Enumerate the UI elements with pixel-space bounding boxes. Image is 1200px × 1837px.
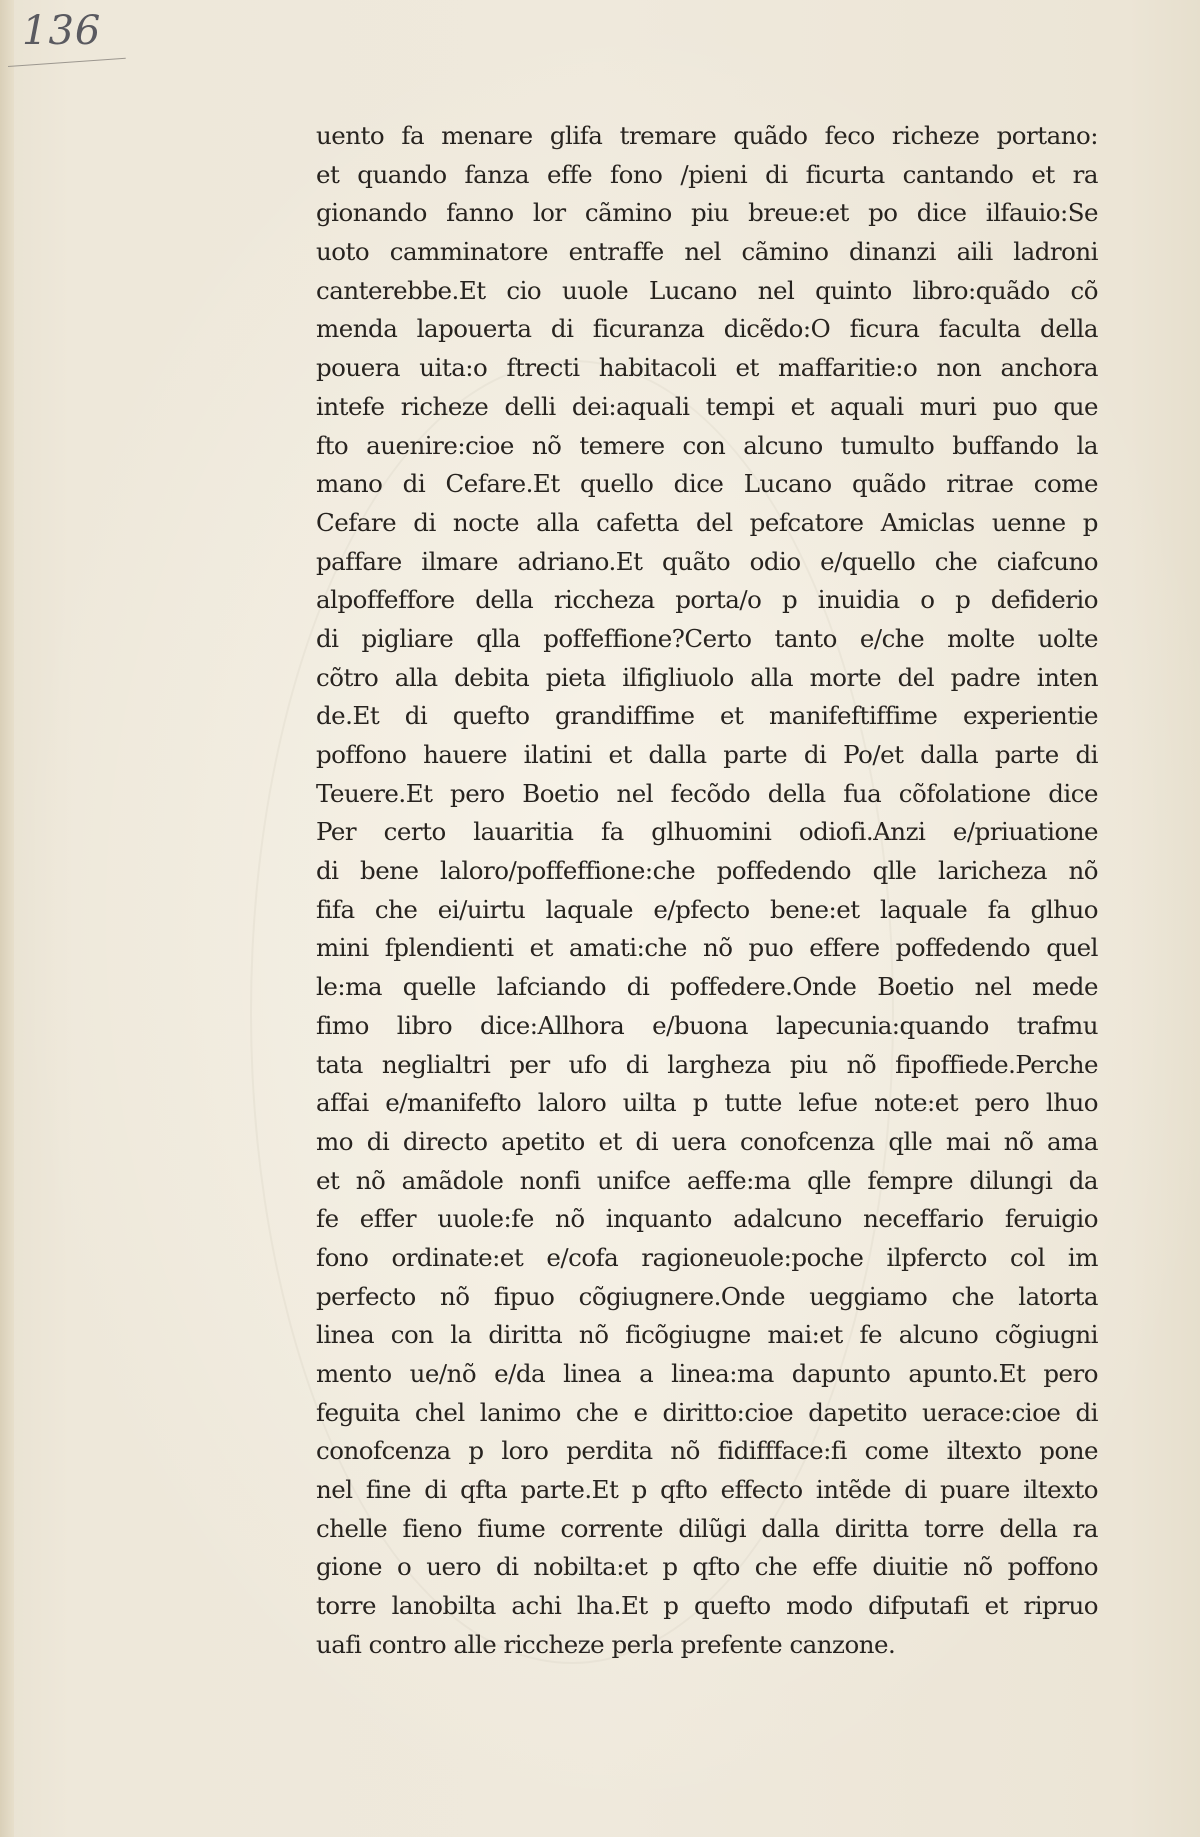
text-line: et quando fanza effe fono ∕pieni di ficurta cantando et ra [316, 159, 1098, 189]
folio-underline [8, 58, 126, 67]
text-line: nel fine di qfta parte.Et p qfto effecto intẽde di puare iltexto [316, 1475, 1098, 1505]
text-line: linea con la diritta nõ ficõgiugne mai:et fe alcuno cõgiugni [316, 1320, 1098, 1350]
text-line: fe effer uuole:fe nõ inquanto adalcuno neceffario feruigio [316, 1204, 1098, 1234]
text-line: canterebbe.Et cio uuole Lucano nel quinto libro:quãdo cõ [316, 275, 1098, 305]
text-line: affai e∕manifefto laloro uilta p tutte lefue note:et pero lhuo [316, 1088, 1098, 1118]
text-line: et nõ amãdole nonfi unifce aeffe:ma qlle fempre dilungi da [316, 1165, 1098, 1195]
text-line: Cefare di nocte alla cafetta del pefcatore Amiclas uenne p [316, 507, 1098, 537]
text-line: mini fplendienti et amati:che nõ puo effere poffedendo quel [316, 933, 1098, 963]
text-line: mo di directo apetito et di uera conofcenza qlle mai nõ ama [316, 1126, 1098, 1156]
text-line: Teuere.Et pero Boetio nel fecõdo della fua cõfolatione dice [316, 778, 1098, 808]
text-line: poffono hauere ilatini et dalla parte di Po∕et dalla parte di [316, 740, 1098, 769]
text-line: paffare ilmare adriano.Et quãto odio e∕quello che ciafcuno [316, 546, 1098, 576]
text-line: menda lapouerta di ficuranza dicẽdo:O ficura faculta della [316, 314, 1098, 344]
text-line: Per certo lauaritia fa glhuomini odiofi.Anzi e∕priuatione [316, 817, 1098, 847]
text-line: intefe richeze delli dei:aquali tempi et aquali muri puo que [316, 391, 1098, 421]
text-line: fono ordinate:et e∕cofa ragioneuole:poche ilpfercto col im [316, 1242, 1098, 1272]
text-line: de.Et di quefto grandiffime et manifeftiffime experientie [316, 701, 1098, 731]
text-line: di pigliare qlla poffeffione?Certo tanto e∕che molte uolte [316, 623, 1098, 653]
text-line: uoto camminatore entraffe nel cãmino dinanzi aili ladroni [316, 237, 1098, 267]
text-line: gionando fanno lor cãmino piu breue:et po dice ilfauio:Se [316, 198, 1098, 228]
text-line: fimo libro dice:Allhora e∕buona lapecunia:quando trafmu [316, 1010, 1098, 1040]
text-line: mano di Cefare.Et quello dice Lucano quãdo ritrae come [316, 469, 1098, 499]
text-line: conofcenza p loro perdita nõ fidiffface:fi come iltexto pone [316, 1436, 1098, 1466]
text-line: le:ma quelle lafciando di poffedere.Onde Boetio nel mede [316, 972, 1098, 1002]
text-line: mento ue∕nõ e∕da linea a linea:ma dapunto apunto.Et pero [316, 1359, 1098, 1388]
text-line: uafi contro alle riccheze perla prefente canzone. [316, 1629, 896, 1659]
folio-number: 136 [22, 8, 102, 54]
text-line: alpoffeffore della riccheza porta∕o p inuidia o p defiderio [316, 585, 1098, 615]
text-line: tata neglialtri per ufo di largheza piu nõ fipoffiede.Perche [316, 1049, 1098, 1079]
text-line: uento fa menare glifa tremare quãdo feco richeze portano: [316, 121, 1098, 150]
text-line: perfecto nõ fipuo cõgiugnere.Onde ueggiamo che latorta [316, 1281, 1098, 1311]
text-line: cõtro alla debita pieta ilfigliuolo alla morte del padre inten [316, 662, 1098, 692]
text-line: gione o uero di nobilta:et p qfto che effe diuitie nõ poffono [316, 1552, 1098, 1582]
text-line: feguita chel lanimo che e diritto:cioe dapetito uerace:cioe di [316, 1397, 1098, 1427]
text-line: di bene laloro∕poffeffione:che poffedendo qlle laricheza nõ [316, 856, 1098, 886]
text-line: torre lanobilta achi lha.Et p quefto modo difputafi et ripruo [316, 1591, 1098, 1621]
text-line: pouera uita:o ftrecti habitacoli et maffaritie:o non anchora [316, 353, 1098, 383]
text-line: chelle fieno fiume corrente dilũgi dalla diritta torre della ra [316, 1513, 1098, 1543]
text-block [316, 117, 1098, 1665]
page-gutter-edge [0, 0, 14, 1837]
text-line: fifa che ei∕uirtu laquale e∕pfecto bene:et laquale fa glhuo [316, 894, 1098, 924]
text-line: fto auenire:cioe nõ temere con alcuno tumulto buffando la [316, 430, 1098, 460]
